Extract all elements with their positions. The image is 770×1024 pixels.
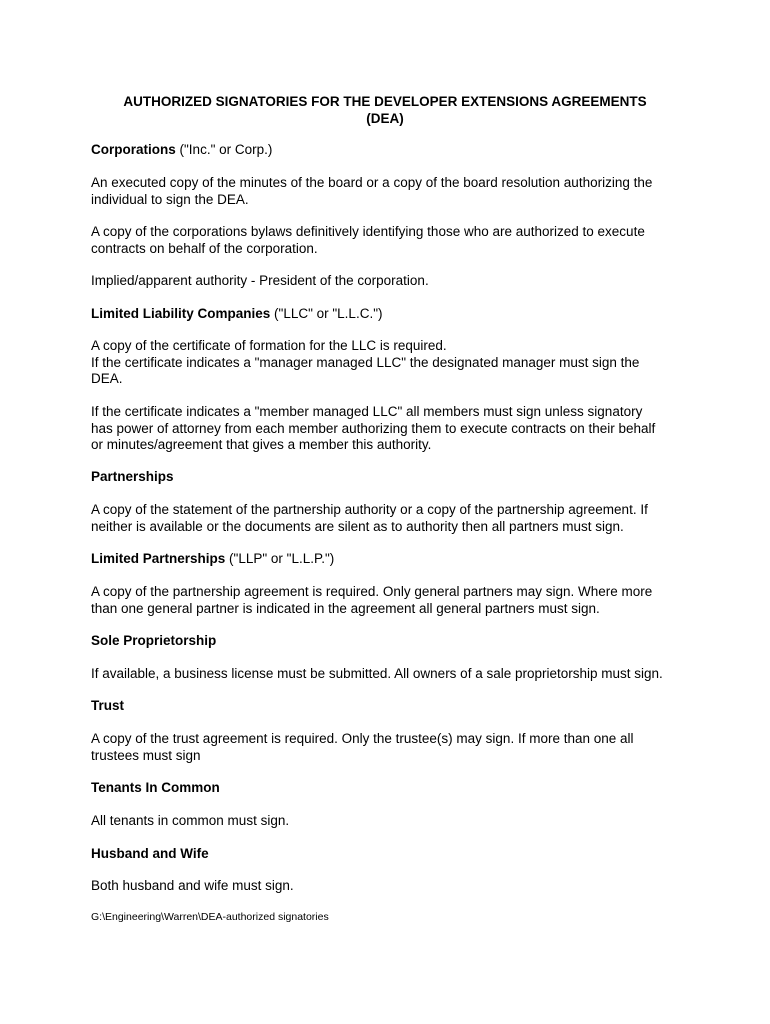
section-heading-trust xyxy=(91,698,691,715)
section-heading-sole-proprietorship xyxy=(91,633,691,650)
heading-text: Tenants In Common xyxy=(91,780,220,795)
file-path-footer: G:\Engineering\Warren\DEA-authorized signatories xyxy=(91,911,329,923)
heading-text: Limited Partnerships xyxy=(91,551,226,566)
section-heading-llc xyxy=(91,306,691,323)
section-heading-tenants-in-common xyxy=(91,780,691,797)
heading-text: Sole Proprietorship xyxy=(91,633,217,648)
heading-text: Trust xyxy=(91,698,125,713)
paragraph: A copy of the corporations bylaws definitively identifying those who are authorized to execute contracts on behalf of the corporation. xyxy=(91,224,645,256)
paragraph: Implied/apparent authority - President of the corporation. xyxy=(91,273,429,288)
heading-qualifier: ("LLC" or "L.L.C.") xyxy=(270,306,383,321)
paragraph: A copy of the statement of the partnership authority or a copy of the partnership agreement. If neither is available or the documents are silent as to authority then all partners must sign. xyxy=(91,502,648,534)
paragraph: Both husband and wife must sign. xyxy=(91,878,294,893)
document-title: AUTHORIZED SIGNATORIES FOR THE DEVELOPER EXTENSIONS AGREEMENTS (DEA) xyxy=(123,94,647,126)
section-heading-limited-partnerships xyxy=(91,551,691,568)
heading-text: Corporations xyxy=(91,142,176,157)
heading-text: Partnerships xyxy=(91,469,174,484)
section-heading-partnerships xyxy=(91,469,691,486)
section-heading-husband-and-wife xyxy=(91,846,691,863)
heading-text: Limited Liability Companies xyxy=(91,306,271,321)
heading-qualifier: ("Inc." or Corp.) xyxy=(175,142,273,157)
paragraph: An executed copy of the minutes of the board or a copy of the board resolution authorizing the individual to sign the DEA. xyxy=(91,175,653,207)
paragraph: A copy of the trust agreement is required. Only the trustee(s) may sign. If more than one all trustees must sign xyxy=(91,731,634,763)
section-heading-corporations xyxy=(91,142,691,159)
paragraph: A copy of the partnership agreement is required. Only general partners may sign. Where more than one general partner is indicated in the agreement all general partners must sign. xyxy=(91,584,653,616)
paragraph: If the certificate indicates a "member managed LLC" all members must sign unless signatory has power of attorney from each member authorizing them to execute contracts on their behalf or minutes/agreement that gives a member this authority. xyxy=(91,404,656,452)
heading-qualifier: ("LLP" or "L.L.P.") xyxy=(225,551,335,566)
paragraph: All tenants in common must sign. xyxy=(91,813,290,828)
heading-text: Husband and Wife xyxy=(91,846,209,861)
paragraph: A copy of the certificate of formation for the LLC is required. If the certificate indicates a "manager managed LLC" the designated manager must sign the DEA. xyxy=(91,338,640,386)
paragraph: If available, a business license must be submitted. All owners of a sale proprietorship must sign. xyxy=(91,666,663,681)
